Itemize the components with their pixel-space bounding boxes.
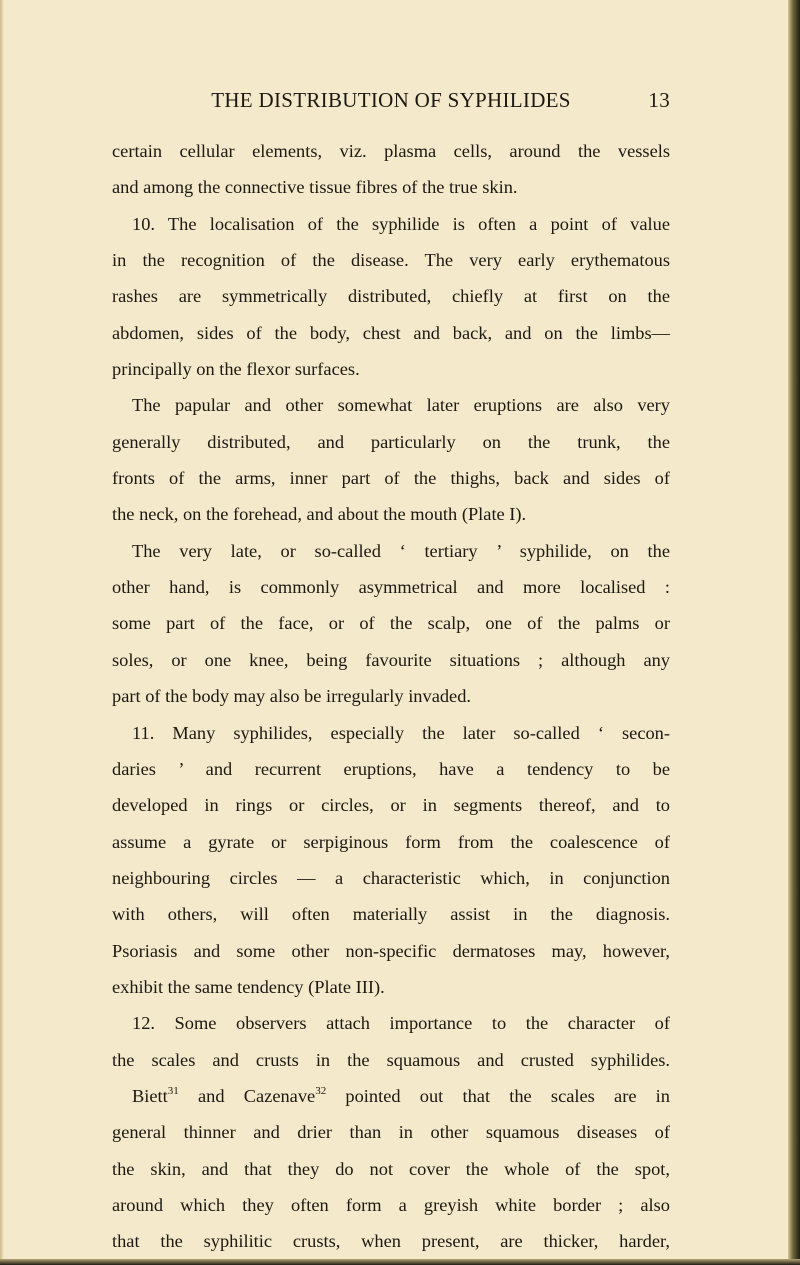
page-edge bbox=[788, 0, 800, 1265]
text-line: The papular and other somewhat later eruptions are also very bbox=[132, 395, 670, 416]
text-line: abdomen, sides of the body, chest and back, and on the limbs— bbox=[112, 322, 670, 343]
text-line: that the syphilitic crusts, when present, are thicker, harder, bbox=[112, 1231, 670, 1252]
text-line: with others, will often materially assist in the diagnosis. bbox=[112, 904, 670, 925]
text-line: assume a gyrate or serpiginous form from the coalescence of bbox=[112, 831, 670, 852]
text-line: Psoriasis and some other non-specific dermatoses may, however, bbox=[112, 940, 670, 961]
text-line: developed in rings or circles, or in segments thereof, and to bbox=[112, 795, 670, 816]
text-line: in the recognition of the disease. The very early erythematous bbox=[112, 250, 670, 271]
text-line: rashes are symmetrically distributed, chiefly at first on the bbox=[112, 286, 670, 307]
text-line: some part of the face, or of the scalp, one of the palms or bbox=[112, 613, 670, 634]
text-line: soles, or one knee, being favourite situations ; although any bbox=[112, 649, 670, 670]
page-gutter-shadow bbox=[0, 0, 4, 1265]
running-head bbox=[112, 88, 670, 120]
text-line: the scales and crusts in the squamous and crusted syphilides. bbox=[112, 1049, 670, 1070]
page-bottom-edge bbox=[0, 1259, 800, 1265]
text-line: principally on the flexor surfaces. bbox=[112, 359, 360, 380]
text-line: daries ’ and recurrent eruptions, have a tendency to be bbox=[112, 758, 670, 779]
text-line: general thinner and drier than in other squamous diseases of bbox=[112, 1122, 670, 1143]
text-line: neighbouring circles — a characteristic which, in conjunction bbox=[112, 867, 670, 888]
text-line: fronts of the arms, inner part of the thighs, back and sides of bbox=[112, 468, 670, 489]
body-text bbox=[112, 133, 670, 1260]
text-line: the neck, on the forehead, and about the mouth (Plate I). bbox=[112, 504, 527, 525]
citation-name: Biett bbox=[132, 1085, 168, 1106]
page-number: 13 bbox=[648, 88, 670, 112]
text-line: the skin, and that they do not cover the whole of the spot, bbox=[112, 1158, 670, 1179]
text-line: part of the body may also be irregularly invaded. bbox=[112, 686, 472, 707]
text-line-with-footnotes bbox=[112, 1078, 670, 1114]
text-line: other hand, is commonly asymmetrical and more localised : bbox=[112, 577, 670, 598]
running-title: THE DISTRIBUTION OF SYPHILIDES bbox=[211, 88, 571, 112]
text-line: and among the connective tissue fibres of the true skin. bbox=[112, 177, 518, 198]
text-line: The very late, or so-called ‘ tertiary ’ syphilide, on the bbox=[132, 540, 670, 561]
text-line: 10. The localisation of the syphilide is often a point of value bbox=[132, 213, 670, 234]
text-line: generally distributed, and particularly on the trunk, the bbox=[112, 431, 670, 452]
footnote-ref[interactable]: 31 bbox=[167, 1084, 179, 1097]
text-line: exhibit the same tendency (Plate III). bbox=[112, 976, 385, 997]
text-line: 11. Many syphilides, especially the later so-called ‘ secon- bbox=[132, 722, 670, 743]
footnote-ref[interactable]: 32 bbox=[315, 1084, 327, 1097]
text-line: certain cellular elements, viz. plasma cells, around the vessels bbox=[112, 141, 670, 161]
text-fragment: pointed out that the scales are in bbox=[326, 1085, 670, 1106]
citation-name: and Cazenave bbox=[178, 1085, 316, 1106]
text-line: 12. Some observers attach importance to the character of bbox=[132, 1013, 670, 1034]
text-line: around which they often form a greyish white border ; also bbox=[112, 1194, 670, 1215]
